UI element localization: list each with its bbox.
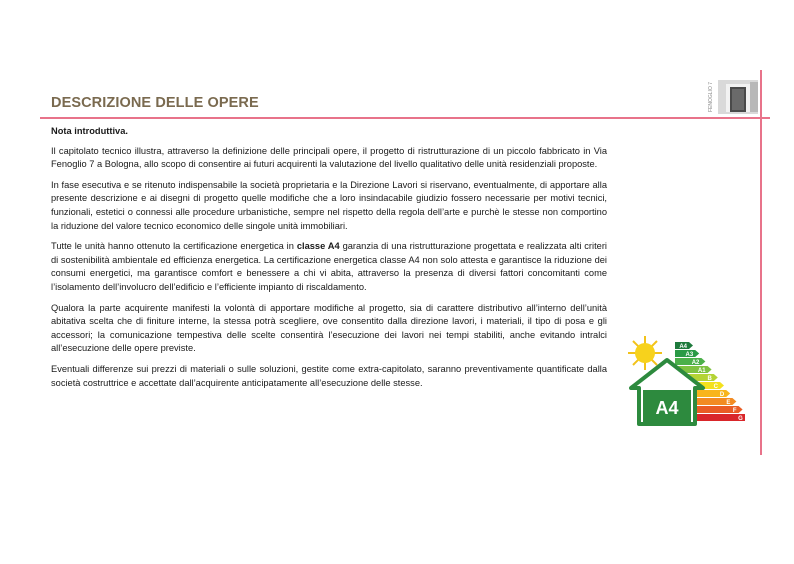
logo-text: FENOGLIO 7: [708, 82, 714, 113]
energy-bar-label: A1: [697, 367, 706, 374]
energy-bar-label: B: [707, 375, 712, 382]
page-title: DESCRIZIONE DELLE OPERE: [51, 95, 259, 111]
energy-bar-label: F: [732, 407, 737, 414]
energy-bar-label: A2: [691, 359, 700, 366]
energy-bar-label: E: [726, 399, 731, 406]
paragraph-3-bold: classe A4: [296, 241, 340, 252]
margin-divider: [760, 70, 762, 455]
energy-bar-label: C: [713, 383, 718, 390]
paragraph-3-start: Tutte le unità hanno ottenuto la certificazione energetica in: [51, 241, 297, 252]
header-divider: [40, 117, 770, 119]
energy-bar-label: D: [719, 391, 725, 398]
energy-class-badge: [625, 336, 745, 432]
paragraph-3: [51, 240, 607, 294]
paragraph-4: Qualora la parte acquirente manifesti la volontà di apportare modifiche al progetto, sia di carattere distributivo all’interno dell’unità abitativa scelta che di finiture interne, la stessa potrà scegliere, ove consentito dalla direzione lavori, i materiali, il tipo di posa e gli accessori; la comunicazione tempestiva delle scelte consentirà l’esecuzione dei lavori nei tempi stabiliti, anche evitando intralci all’esecuzione delle opere previste.: [51, 302, 607, 354]
energy-bar-a2: [675, 358, 705, 365]
energy-bar-label: A4: [679, 343, 687, 350]
energy-bar-label: A3: [685, 351, 694, 358]
energy-bar-label: G: [738, 415, 743, 422]
sun-icon: [628, 336, 662, 370]
section-subtitle: Nota introduttiva.: [51, 126, 128, 136]
paragraph-5: Eventuali differenze sui prezzi di materiali o sulle soluzioni, gestite come extra-capitolato, saranno preventivamente quantificate dalla società costruttrice e accettate dall’acquirente anticipatamente all’esecuzione delle stesse.: [51, 363, 607, 388]
house-label: A4: [655, 398, 679, 418]
paragraph-3-end: garanzia di una ristrutturazione progettata e realizzata alti criteri di sostenibilità ambientale ed efficienza energetica. La certificazione energetica classe A4 non solo attesta e garantisce la riduzione dei consumi energetici, ma garantisce comfort e benessere a chi vi abita, attraverso la presenza di diversi fattori concomitanti come l’isolamento dell’involucro dell’edificio e l’efficiente impianto di riscaldamento.: [51, 241, 607, 292]
paragraph-1: Il capitolato tecnico illustra, attraverso la definizione delle principali opere, il progetto di ristrutturazione di un piccolo fabbricato in Via Fenoglio 7 a Bologna, allo scopo di consentire ai futuri acquirenti la valutazione del livello qualitativo delle unità residenziali proposte.: [51, 145, 607, 170]
document-body: [51, 125, 607, 397]
paragraph-2: In fase esecutiva e se ritenuto indispensabile la società proprietaria e la Direzione Lavori si riservano, eventualmente, di apportare alla presente descrizione e ai disegni di progetto quelle modifiche che a loro insindacabile giudizio fossero necessarie per motivi tecnici, funzionali, estetici o connessi alle procedure urbanistiche, sempre nel rispetto della regola dell’arte e purchè le stesse non comportino la riduzione del valore tecnico economico delle singole unità immobiliari.: [51, 179, 607, 231]
